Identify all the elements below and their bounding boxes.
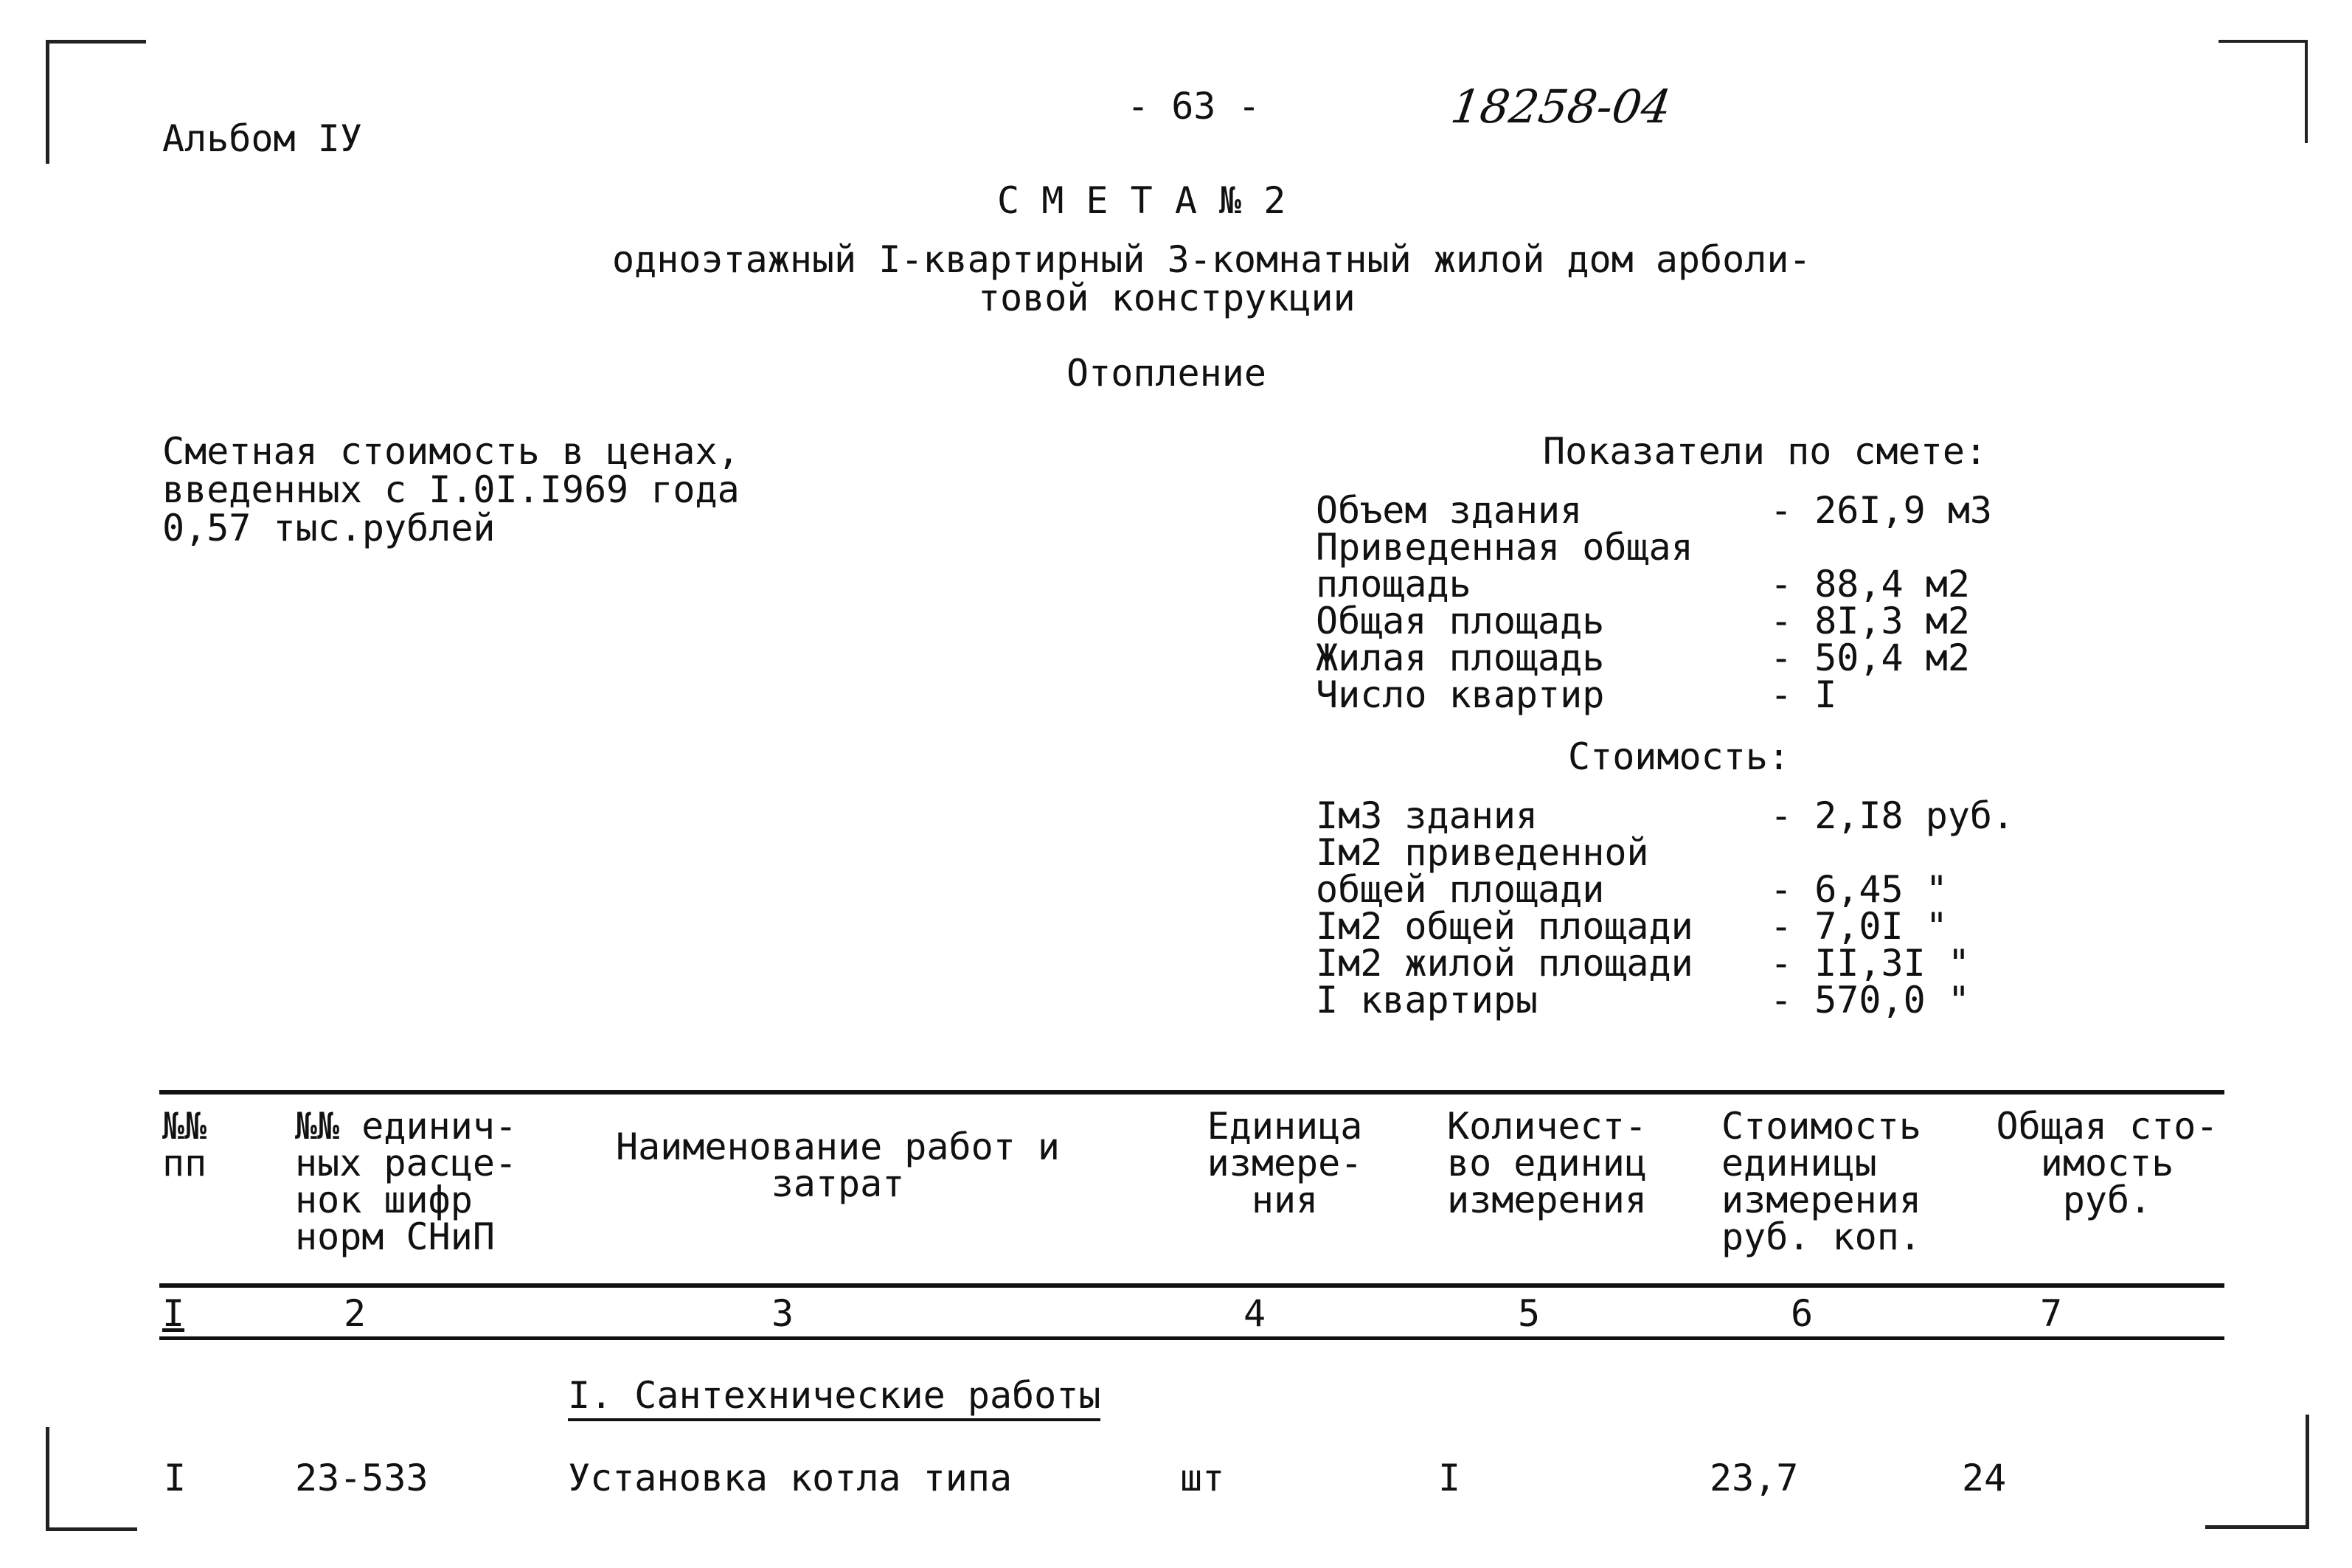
cost-label: Iм2 приведенной xyxy=(1316,831,1649,874)
corner-mark-top-left-h xyxy=(46,40,146,44)
section-heading: Отопление xyxy=(1066,352,1266,395)
table-row-cell-code: 23-533 xyxy=(295,1457,429,1499)
header-line: руб. коп. xyxy=(1721,1215,1921,1258)
corner-mark-bottom-left-h xyxy=(46,1527,137,1531)
cost-value: - 7,0I " xyxy=(1770,905,1948,948)
header-line: №№ единич- xyxy=(295,1105,518,1148)
indicator-value: - 50,4 м2 xyxy=(1770,636,1970,679)
estimate-subtitle-line2: товой конструкции xyxy=(978,277,1356,319)
costs-heading: Стоимость: xyxy=(1568,735,1791,778)
table-header-col5 xyxy=(1447,1105,1647,1221)
header-line: Количест- xyxy=(1447,1105,1647,1148)
section-title-text: I. Сантехнические работы xyxy=(568,1374,1100,1421)
corner-mark-top-right-v xyxy=(2305,40,2308,143)
table-header-col6 xyxy=(1721,1105,1921,1258)
page-number: - 63 - xyxy=(1127,85,1260,128)
cost-summary-line2: введенных с I.0I.I969 года xyxy=(162,468,740,511)
indicator-value: - 88,4 м2 xyxy=(1770,563,1970,606)
corner-mark-bottom-left-v xyxy=(46,1427,49,1530)
indicator-label: Общая площадь xyxy=(1316,600,1605,642)
cost-summary-line3: 0,57 тыс.рублей xyxy=(162,507,496,549)
table-header-col4 xyxy=(1196,1105,1373,1221)
indicator-label: Приведенная общая xyxy=(1316,526,1693,569)
document-code: 18258-04 xyxy=(1447,80,1675,133)
header-line: Стоимость xyxy=(1721,1105,1921,1148)
table-row-cell-total: 24 xyxy=(1962,1457,2007,1499)
indicator-value: - I xyxy=(1770,673,1837,716)
cost-label: Iм2 жилой площади xyxy=(1316,942,1693,985)
corner-mark-bottom-right-v xyxy=(2306,1415,2309,1529)
table-top-rule xyxy=(159,1090,2224,1095)
column-number: 2 xyxy=(343,1292,367,1335)
section-title xyxy=(568,1376,1100,1415)
table-header-rule xyxy=(159,1283,2224,1288)
table-row-cell-unit-cost: 23,7 xyxy=(1710,1457,1799,1499)
header-line: имость xyxy=(2040,1142,2174,1184)
header-line: нок шифр xyxy=(295,1179,473,1221)
column-number: 4 xyxy=(1243,1292,1266,1335)
indicator-label: Объем здания xyxy=(1316,489,1583,532)
header-line: №№ xyxy=(162,1105,207,1148)
indicator-value: - 26I,9 м3 xyxy=(1770,489,1993,532)
cost-summary-line1: Сметная стоимость в ценах, xyxy=(162,430,740,473)
column-number: I xyxy=(162,1292,185,1335)
cost-value: - II,3I " xyxy=(1770,942,1970,985)
header-line: Наименование работ и xyxy=(615,1125,1061,1168)
cost-value: - 2,I8 руб. xyxy=(1770,794,2015,837)
header-line: измере- xyxy=(1207,1142,1363,1184)
header-line: измерения xyxy=(1447,1179,1647,1221)
indicator-value: - 8I,3 м2 xyxy=(1770,600,1970,642)
indicator-label: Число квартир xyxy=(1316,673,1605,716)
header-line: Общая сто- xyxy=(1996,1105,2219,1148)
table-numbers-rule xyxy=(159,1336,2224,1340)
table-row-cell-no: I xyxy=(164,1457,187,1499)
column-number: 6 xyxy=(1790,1292,1814,1335)
table-row-cell-name: Установка котла типа xyxy=(568,1457,1013,1499)
indicator-label: площадь xyxy=(1316,563,1471,606)
header-line: единицы xyxy=(1721,1142,1877,1184)
album-label: Альбом IУ xyxy=(162,117,362,160)
header-line: измерения xyxy=(1721,1179,1921,1221)
table-row-cell-unit: шт xyxy=(1180,1457,1225,1499)
table-header-col7 xyxy=(1993,1105,2221,1221)
table-header-col3 xyxy=(609,1125,1066,1205)
header-line: ния xyxy=(1251,1179,1319,1221)
estimate-subtitle-line1: одноэтажный I-квартирный 3-комнатный жилой дом арболи- xyxy=(612,238,1811,281)
cost-label: Iм3 здания xyxy=(1316,794,1538,837)
header-line: Единица xyxy=(1207,1105,1363,1148)
corner-mark-bottom-right-h xyxy=(2205,1525,2308,1529)
header-line: во единиц xyxy=(1447,1142,1647,1184)
column-number: 3 xyxy=(771,1292,794,1335)
table-header-col1 xyxy=(162,1105,207,1184)
estimate-title: С М Е Т А № 2 xyxy=(997,179,1286,222)
table-row-cell-qty: I xyxy=(1438,1457,1461,1499)
column-number: 5 xyxy=(1517,1292,1541,1335)
header-line: норм СНиП xyxy=(295,1215,495,1258)
cost-value: - 570,0 " xyxy=(1770,979,1970,1021)
indicators-heading: Показатели по смете: xyxy=(1543,430,1988,473)
header-line: пп xyxy=(162,1142,207,1184)
cost-label: общей площади xyxy=(1316,868,1605,911)
header-line: руб. xyxy=(2062,1179,2152,1221)
table-header-col2 xyxy=(295,1105,518,1258)
column-number: 7 xyxy=(2039,1292,2063,1335)
corner-mark-top-right-h xyxy=(2219,40,2307,43)
indicator-label: Жилая площадь xyxy=(1316,636,1605,679)
corner-mark-top-left-v xyxy=(46,40,49,164)
cost-label: Iм2 общей площади xyxy=(1316,905,1693,948)
header-line: затрат xyxy=(771,1162,905,1205)
cost-value: - 6,45 " xyxy=(1770,868,1948,911)
cost-label: I квартиры xyxy=(1316,979,1538,1021)
header-line: ных расце- xyxy=(295,1142,518,1184)
